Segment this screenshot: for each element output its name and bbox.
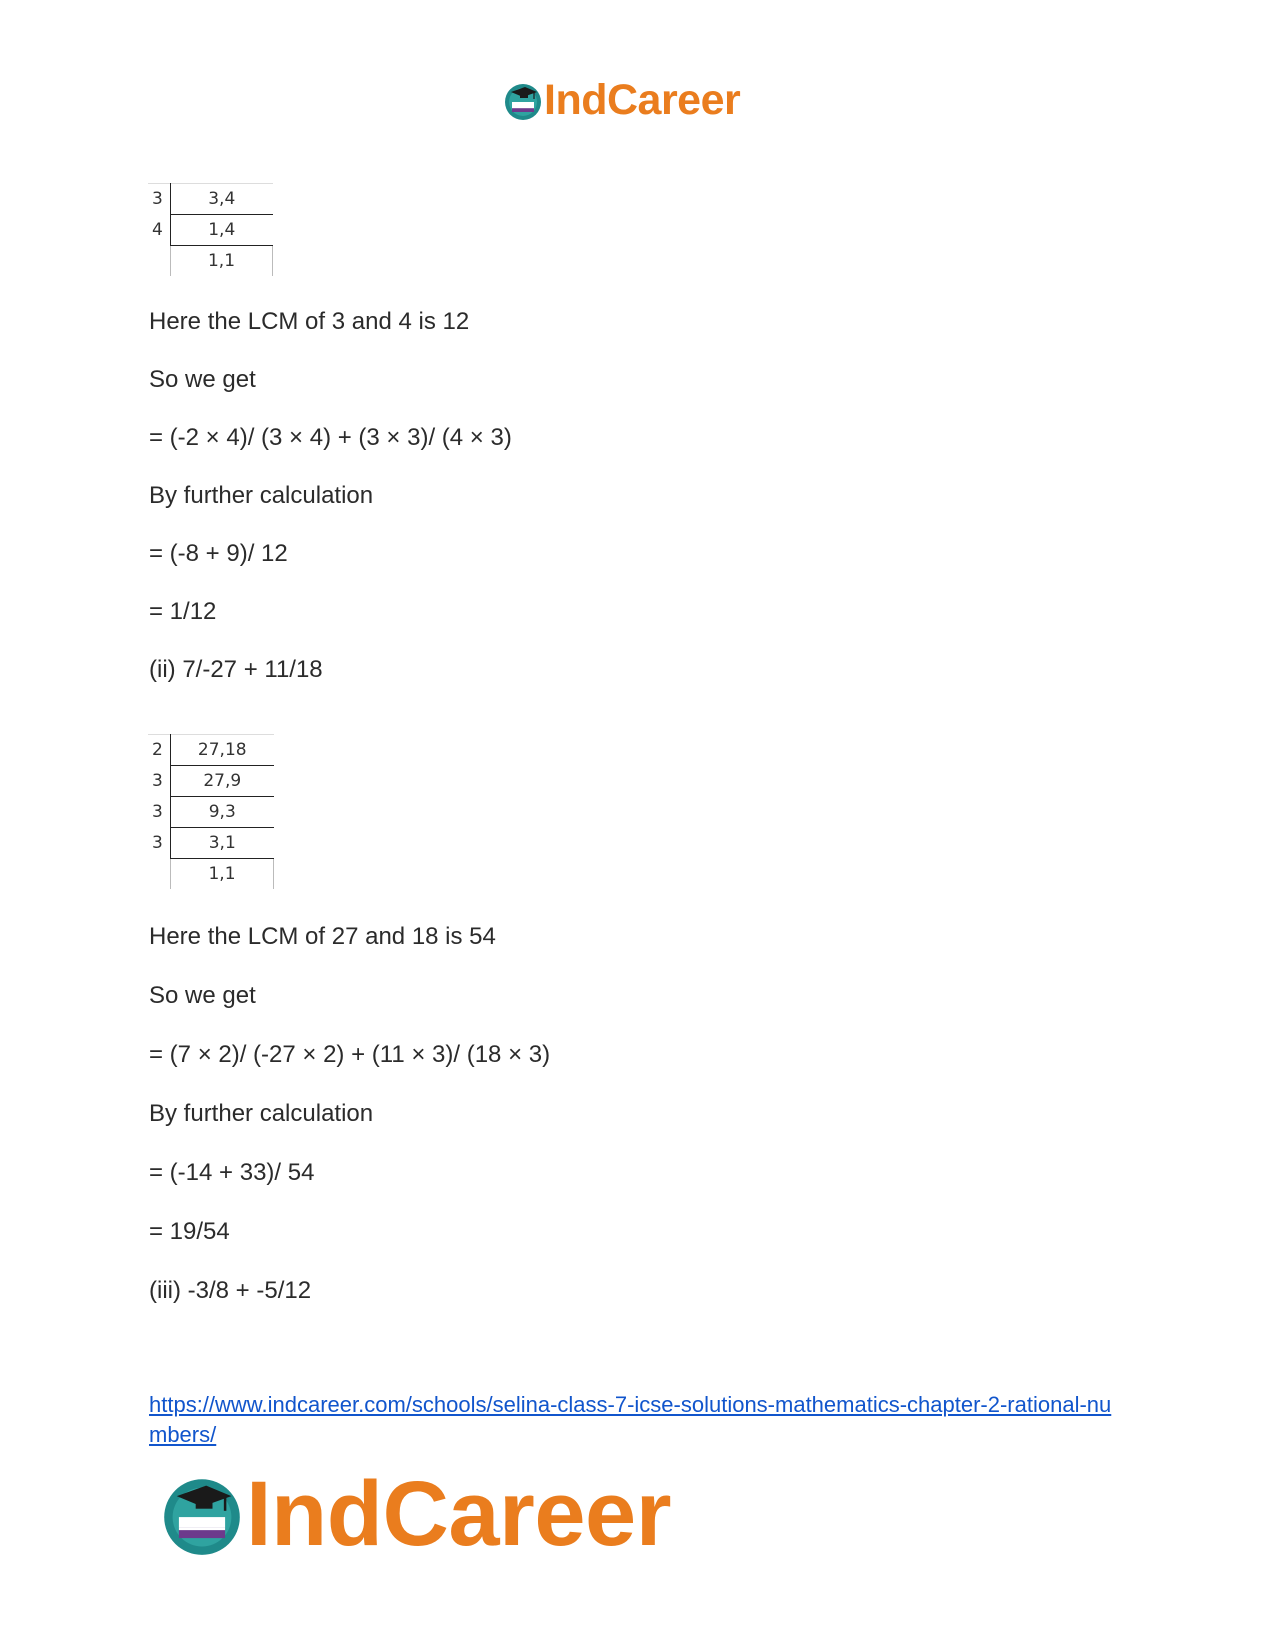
equation-line: = 1/12 [149,598,217,625]
divisor-cell: 3 [148,766,171,797]
divisor-cell: 3 [148,828,171,859]
question-line: (ii) 7/-27 + 11/18 [149,656,323,683]
divisor-cell: 3 [148,797,171,828]
dividend-cell: 1,4 [171,215,273,246]
divisor-cell [148,859,171,890]
dividend-cell: 27,9 [171,766,274,797]
text-line: Here the LCM of 27 and 18 is 54 [149,923,496,950]
equation-line: = (-14 + 33)/ 54 [149,1159,315,1186]
dividend-cell: 1,1 [171,859,274,890]
dividend-cell: 9,3 [171,797,274,828]
text-line: By further calculation [149,482,374,509]
division-row [148,766,274,797]
dividend-cell: 3,1 [171,828,274,859]
division-row [148,797,274,828]
header-logo [503,76,740,125]
division-row [148,184,273,215]
division-row [148,828,274,859]
equation-line: = (7 × 2)/ (-27 × 2) + (11 × 3)/ (18 × 3) [149,1041,551,1068]
lcm-division-table-1 [148,183,273,276]
footer-logo [160,1462,671,1567]
text-line: Here the LCM of 3 and 4 is 12 [149,308,470,335]
division-row [148,735,274,766]
graduation-cap-book-icon [160,1473,244,1557]
text-line: By further calculation [149,1100,374,1127]
dividend-cell: 1,1 [171,246,273,277]
dividend-cell: 3,4 [171,184,273,215]
equation-line: = (-2 × 4)/ (3 × 4) + (3 × 3)/ (4 × 3) [149,424,512,451]
logo-wordmark: IndCareer [246,1463,671,1565]
lcm-division-table-2 [148,734,274,889]
division-row [148,215,273,246]
equation-line: = 19/54 [149,1218,230,1245]
source-link[interactable]: https://www.indcareer.com/schools/selina-class-7-icse-solutions-mathematics-chapter-2-rational-numbers/ [149,1392,1112,1447]
equation-line: = (-8 + 9)/ 12 [149,540,288,567]
division-row [148,246,273,277]
divisor-cell: 3 [148,184,171,215]
divisor-cell [148,246,171,277]
graduation-cap-book-icon [503,81,543,121]
divisor-cell: 4 [148,215,171,246]
logo-wordmark: IndCareer [544,76,741,124]
divisor-cell: 2 [148,735,171,766]
question-line: (iii) -3/8 + -5/12 [149,1277,312,1304]
division-row [148,859,274,890]
text-line: So we get [149,982,256,1009]
text-line: So we get [149,366,256,393]
dividend-cell: 27,18 [171,735,274,766]
